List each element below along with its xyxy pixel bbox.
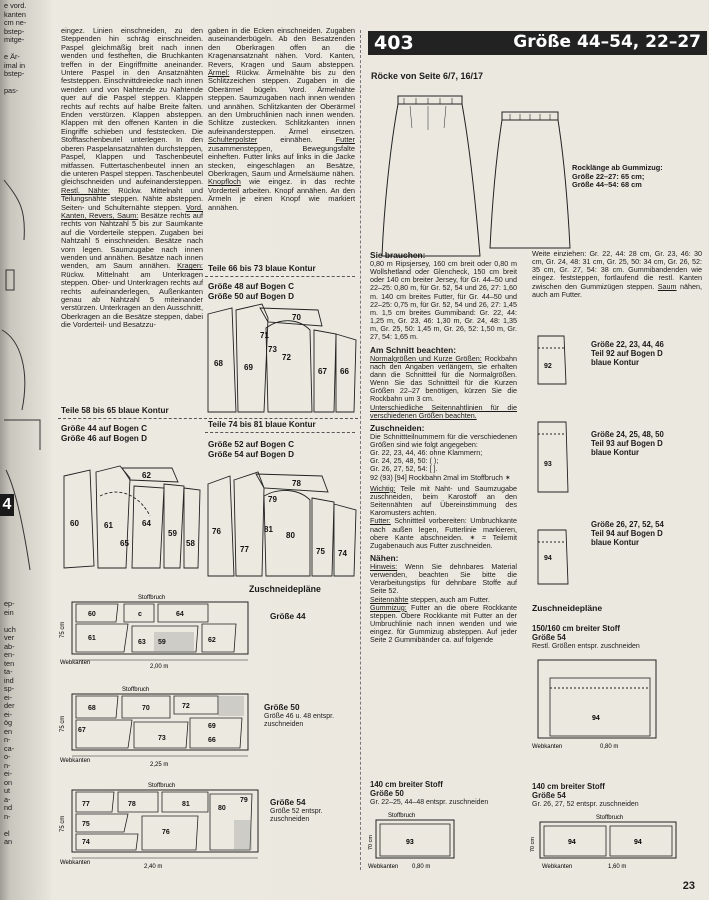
layout-size-label: Größe 54 xyxy=(532,633,566,642)
cutting-layout-size-54 xyxy=(58,780,264,870)
section-heading: Sie brauchen: xyxy=(370,250,426,260)
fragment-line: bstep- xyxy=(4,70,25,78)
fabric-width: 0,80 m xyxy=(600,744,619,750)
fabric-height: 75 cm xyxy=(60,815,66,832)
fragment-line: nd xyxy=(4,804,13,812)
term-label: Kragen: xyxy=(177,261,203,271)
body-text: Rückw. Mittelnaht und Teilungsnähte steppen. Nähte absteppen. Seiten- und Schulternähte steppen. xyxy=(61,185,203,212)
section-heading: Teile 74 bis 81 blaue Kontur xyxy=(208,420,316,429)
layout-note: Gr. 26, 27, 52 entspr. zuschneiden xyxy=(532,801,639,808)
divider xyxy=(58,418,358,419)
svg-text:77: 77 xyxy=(82,801,90,808)
piece-94-info xyxy=(591,520,664,547)
svg-text:64: 64 xyxy=(176,611,184,618)
section-heading: Zuschneiden: xyxy=(370,422,425,433)
size-key: Gr. 24, 25, 48, 50: ( ); xyxy=(370,456,439,466)
edge-tab: 4 xyxy=(0,494,14,516)
fragment-line: ep- xyxy=(4,600,15,608)
term-label: Knopfloch xyxy=(208,177,241,187)
svg-text:93: 93 xyxy=(544,461,552,468)
skirt-pattern-pieces xyxy=(530,334,590,594)
body-text: eingez. Linien einschneiden, zu den Steppenden hin schräg einschneiden. Paspel gleichmäßig breit nach innen wenden und festheften, die Bruchkanten treffen in der Eingriffmitte aneinander. Untere Paspel in den Ansatznähten feststeppen. Einschnittdreiecke nach innen wenden und von Nahtende zu Nahtende quer auf die Paspel steppen. Klappen rechts auf rechts auf halbe Breite falten. Enden verstürzen. Klappen absteppen. Klappen mit den offenen Kanten in die Eingriffe schieben und feststecken. Die Stofftaschenbeutel unterlegen. In den oberen Paspelansatznähten durchsteppen, Paspel, Klappen und Taschenbeutel mitfassen. Futtertaschenbeutel innen an die unteren Paspel steppen. Taschenbeutel gleichschneiden und aufeinandersteppen. xyxy=(61,26,203,187)
size-key: 92 (93) [94] Rockbahn 2mal im Stoffbruch ✶ xyxy=(370,472,511,482)
layout-150-heading xyxy=(532,624,620,642)
svg-text:65: 65 xyxy=(120,539,129,548)
fragment-line: ei- xyxy=(4,710,13,719)
body-text: einnähen. xyxy=(257,135,313,145)
svg-text:62: 62 xyxy=(208,637,216,644)
skirt-length-label: Rocklänge ab Gummizug: xyxy=(572,163,663,172)
fragment-line: en- xyxy=(4,651,15,659)
divider xyxy=(205,276,355,277)
layout-140b-heading xyxy=(532,782,605,800)
selvage-label: Webkanten xyxy=(542,864,573,870)
svg-text:72: 72 xyxy=(182,703,190,710)
svg-text:79: 79 xyxy=(268,495,277,504)
fragment-line: sp- xyxy=(4,685,15,693)
term-label: Restl. Nähte: xyxy=(61,185,110,195)
fragment-line: n- xyxy=(4,812,11,821)
fold-label: Stoffbruch xyxy=(148,783,176,789)
term-label: Seitennähte xyxy=(370,594,409,604)
fragment-line: ut xyxy=(4,787,11,795)
size-sheet-label: Größe 46 auf Bogen D xyxy=(61,434,147,443)
fragment-line: on xyxy=(4,778,13,787)
svg-text:59: 59 xyxy=(158,639,166,646)
body-text: wie eingez. in das rechte Vorderteil arbeiten. Knopf annähen. An den Ärmeln je einen Knopf wie markiert annähen. xyxy=(208,177,355,212)
skirt-length-normal: Größe 44–54: 68 cm xyxy=(572,180,642,190)
svg-text:75: 75 xyxy=(316,547,325,556)
fragment-line: ab- xyxy=(4,642,15,651)
body-text: Weite einziehen: Gr. 22, 44: 28 cm, Gr. 23, 46: 30 cm, Gr. 24, 48: 31 cm, Gr. 25, 50: 34 cm, Gr. 26, 52: 35 cm, Gr. 27, 54: 38 cm. Gummibandenden wie eingez. feststeppen, fortlaufend die restl. Kanten zwischen den Gummizügen steppen. xyxy=(532,249,702,291)
model-header xyxy=(368,31,707,55)
svg-text:78: 78 xyxy=(292,479,301,488)
svg-text:67: 67 xyxy=(78,727,86,734)
section-heading: Am Schnitt beachten: xyxy=(370,344,457,355)
svg-text:c: c xyxy=(138,611,142,618)
term-label: Schulterpolster xyxy=(208,135,258,145)
fabric-height: 75 cm xyxy=(60,621,66,638)
fragment-line: el xyxy=(4,829,10,838)
size-sheet-label: Größe 54 auf Bogen D xyxy=(208,450,294,459)
svg-text:59: 59 xyxy=(168,529,177,538)
svg-text:76: 76 xyxy=(162,829,170,836)
term-label: Wichtig: xyxy=(370,483,396,493)
svg-text:64: 64 xyxy=(142,519,151,528)
section-heading: Nähen: xyxy=(370,553,399,563)
piece-sheet: Teil 92 auf Bogen D xyxy=(591,349,663,358)
term-label: Ärmel: xyxy=(208,68,230,78)
instructions-column-1 xyxy=(61,27,203,330)
model-sizes: Größe 44–54, 22–27 xyxy=(513,32,701,52)
piece-number: 94 xyxy=(592,715,600,722)
layout-size-label: Größe 44 xyxy=(270,612,306,621)
fragment-line: a- xyxy=(4,795,11,804)
piece-sizes: Größe 24, 25, 48, 50 xyxy=(591,430,664,439)
fragment-line: ei- xyxy=(4,770,13,778)
layout-size-label: Größe 50 xyxy=(264,703,300,712)
layout-note: Größe 52 entspr. zuschneiden xyxy=(270,808,323,823)
fold-label: Stoffbruch xyxy=(596,815,624,821)
fragment-line: ind xyxy=(4,676,14,685)
body-text: Rückw. Ärmelnähte bis zu den Schlitzzeichen steppen. Zugaben in die Oberärmel bügeln. Vord. Ärmelnähte steppen. Saumzugaben nach innen wenden und annähen. Schlitzkanten der Oberärmel an den Umbruchlinien nach innen wenden. Schlitze zustecken. Schlitzkanten innen aufeinandersteppen. Ärmel einsetzen. xyxy=(208,68,355,136)
svg-text:60: 60 xyxy=(88,611,96,618)
fragment-line: der xyxy=(4,702,15,710)
fabric-height: 70 cm xyxy=(368,835,374,850)
svg-text:60: 60 xyxy=(70,519,79,528)
svg-text:75: 75 xyxy=(82,821,90,828)
fragment-line: pas- xyxy=(4,87,19,95)
svg-text:92: 92 xyxy=(544,363,552,370)
layout-note: Gr. 22–25, 44–48 entspr. zuschneiden xyxy=(370,799,489,806)
body-text: Futter an die obere Rockkante steppen. Obere Rockkante mit Futter an der Umbruchlinie nach innen wenden und wie eingez. für Gummizug absteppen. Auf jeder Seite 2 Gummibänder ca. auf folgende xyxy=(370,602,517,645)
body-text: zusammensteppen, Bewegungsfalte einheften. Futter links auf links in die Jacke stecken, eingeschlagen an Besätze, Oberkragen, Saum und Ärmelsäume nähen. xyxy=(208,143,355,178)
svg-text:62: 62 xyxy=(142,471,151,480)
svg-text:70: 70 xyxy=(142,705,150,712)
previous-page-fragment-low xyxy=(4,600,46,847)
cutting-layout-140-size-50 xyxy=(366,810,458,872)
fragment-line: ca- xyxy=(4,744,15,753)
cutting-layout-150 xyxy=(530,656,660,750)
svg-text:67: 67 xyxy=(318,367,327,376)
fragment-line xyxy=(4,821,46,830)
pattern-pieces-58-65-diagram xyxy=(60,456,202,576)
svg-text:81: 81 xyxy=(264,525,273,534)
svg-text:73: 73 xyxy=(158,735,166,742)
layouts-title: Zuschneidepläne xyxy=(249,584,321,594)
size-key: Gr. 26, 27, 52, 54: [ ]. xyxy=(370,464,438,474)
skirt-title: Röcke von Seite 6/7, 16/17 xyxy=(371,71,484,81)
svg-text:69: 69 xyxy=(244,363,253,372)
svg-text:80: 80 xyxy=(218,805,226,812)
size-sheet-label: Größe 52 auf Bogen C xyxy=(208,440,294,449)
svg-text:80: 80 xyxy=(286,531,295,540)
size-sheet-label: Größe 48 auf Bogen C xyxy=(208,282,294,291)
body-text: steppen, auch am Futter. xyxy=(408,594,490,604)
fragment-line: en xyxy=(4,727,13,736)
piece-sheet: Teil 93 auf Bogen D xyxy=(591,439,663,448)
fragment-line: n- xyxy=(4,761,11,770)
size-sheet-label: Größe 44 auf Bogen C xyxy=(61,424,147,433)
fragment-line: ver xyxy=(4,634,15,642)
body-text: Teile mit Naht- und Saumzugabe zuschneiden, beim Karostoff an den Seitennähten auf Übereinstimmung des Karomusters achten. xyxy=(370,483,517,518)
fragment-line xyxy=(4,79,46,88)
body-text: nähen, auch am Futter. xyxy=(532,281,702,299)
piece-contour: blaue Kontur xyxy=(591,358,640,367)
selvage-label: Webkanten xyxy=(60,660,91,666)
layout-size-label: Größe 54 xyxy=(270,798,306,807)
svg-text:78: 78 xyxy=(128,801,136,808)
fabric-width: 2,25 m xyxy=(150,762,169,768)
svg-text:61: 61 xyxy=(88,635,96,642)
fragment-line: ög xyxy=(4,719,13,727)
fold-label: Stoffbruch xyxy=(138,595,166,601)
skirt-length-short: Größe 22–27: 65 cm; xyxy=(572,171,645,181)
fragment-line: imal in xyxy=(4,61,26,70)
fragment-line: e vord. xyxy=(4,2,27,10)
term-label: Vord. Kanten, Revers, Saum: xyxy=(61,202,203,220)
svg-text:94: 94 xyxy=(544,555,552,562)
fragment-line: ten xyxy=(4,659,15,668)
fabric-height: 75 cm xyxy=(60,715,66,732)
fabric-width-heading: 140 cm breiter Stoff xyxy=(370,780,443,789)
body-text: Besätze rechts auf rechts von Nahtzahl 5 bis zur Saumkante auf die Vorderteile steppen. Zugaben bei Nahtzahl 5 einschneiden. Besätze nach vorn legen. Saumzugabe nach innen wenden und annähen. Besätze nach innen wenden, am Saum annähen. xyxy=(61,210,203,271)
term-label: Normalgrößen und Kurze Größen: xyxy=(370,353,482,363)
piece-contour: blaue Kontur xyxy=(591,538,640,547)
body-text: Wenn Sie dehnbares Material verwenden, beachten Sie bitte die Verarbeitungstips für dehnbare Stoffe auf Seite 52. xyxy=(370,562,517,596)
fragment-line: an xyxy=(4,838,13,846)
body-text: Unterschiedliche Seitennahtlinien für die verschiedenen Größen beachten. xyxy=(370,402,517,420)
fragment-line: o- xyxy=(4,753,11,761)
page-number: 23 xyxy=(682,880,695,892)
fold-label: Stoffbruch xyxy=(388,813,416,819)
size-key: Gr. 22, 23, 44, 46: ohne Klammern; xyxy=(370,448,483,458)
selvage-label: Webkanten xyxy=(60,758,91,764)
cutting-layout-140-size-54 xyxy=(528,812,678,872)
piece-92-info xyxy=(591,340,664,367)
skirt-instructions-column-2 xyxy=(532,250,702,299)
previous-page-fragment xyxy=(4,2,46,96)
svg-text:72: 72 xyxy=(282,353,291,362)
term-label: Hinweis: xyxy=(370,562,398,571)
fragment-line xyxy=(4,617,46,626)
svg-text:74: 74 xyxy=(338,549,347,558)
piece-sizes: Größe 22, 23, 44, 46 xyxy=(591,340,664,349)
fragment-line: ei- xyxy=(4,693,13,702)
fabric-width: 2,40 m xyxy=(144,864,163,870)
body-text: 0,80 m Ripsjersey, 160 cm breit oder 0,80 m Wollshetland oder Glencheck, 150 cm breit oder 140 cm breiter Jersey, für Gr. 44–50 und 22–25: 0,80 m, für Gr. 52, 54 und 26, 27: 1,60 m. 140 cm breites Futter, für Gr. 44–50 und 22–25: 0,75 m, für Gr. 52, 54 und 26, 27: 1,45 m. 1,5 cm breites Gummiband: Gr. 22, 44: 1,25 m, Gr. 23, 46: 1,30 m, Gr. 24, 48: 1,35 m, Gr. 25, 50: 1,45 m, Gr. 26, 52: 1,50 m, Gr. 27, 54: 1,65 m. xyxy=(370,259,517,342)
piece-number: 93 xyxy=(406,839,414,846)
body-text: Schnittteil vorbereiten: Umbruchkante nach außen legen, Futterlinie markieren, obere Kante abschneiden. ✶ = Teilemit Zugabenauch aus Futter zuschneiden. xyxy=(370,516,517,550)
fragment-line: cm ne- xyxy=(4,19,27,27)
svg-text:70: 70 xyxy=(292,313,301,322)
svg-text:66: 66 xyxy=(208,737,216,744)
fragment-line: kanten xyxy=(4,10,26,19)
selvage-label: Webkanten xyxy=(532,744,563,750)
fabric-width-heading: 150/160 cm breiter Stoff xyxy=(532,624,620,633)
fabric-width-heading: 140 cm breiter Stoff xyxy=(532,782,605,791)
pattern-pieces-74-81-diagram xyxy=(206,462,358,580)
svg-text:74: 74 xyxy=(82,839,90,846)
divider xyxy=(205,432,355,433)
fragment-line: bstep- xyxy=(4,27,25,36)
svg-text:81: 81 xyxy=(182,801,190,808)
fragment-line: ta- xyxy=(4,668,13,676)
layout-note: Größe 46 u. 48 entspr. zuschneiden xyxy=(264,713,335,728)
fold-label: Stoffbruch xyxy=(122,687,150,693)
fragment-line xyxy=(4,45,46,54)
skirt-instructions-column-1 xyxy=(370,250,517,645)
instructions-column-2 xyxy=(208,27,355,212)
svg-text:73: 73 xyxy=(268,345,277,354)
skirt-length xyxy=(572,164,663,190)
model-number: 403 xyxy=(374,32,414,54)
term-label: Futter xyxy=(335,135,355,145)
fabric-width: 1,60 m xyxy=(608,864,627,870)
cutting-layout-size-50 xyxy=(58,684,254,768)
fabric-width: 0,80 m xyxy=(412,864,431,870)
term-label: Saum xyxy=(657,281,677,291)
layout-size-label: Größe 50 xyxy=(370,789,404,798)
selvage-label: Webkanten xyxy=(60,860,91,866)
piece-contour: blaue Kontur xyxy=(591,448,640,457)
term-label: Gummizug: xyxy=(370,602,407,612)
piece-sizes: Größe 26, 27, 52, 54 xyxy=(591,520,664,529)
svg-text:77: 77 xyxy=(240,545,249,554)
svg-text:68: 68 xyxy=(214,359,223,368)
svg-text:63: 63 xyxy=(138,639,146,646)
column-divider xyxy=(360,30,361,870)
layout-size-label: Größe 54 xyxy=(532,791,566,800)
cutting-layout-size-44 xyxy=(58,592,254,672)
layout-140a-heading xyxy=(370,780,443,798)
section-heading: Teile 58 bis 65 blaue Kontur xyxy=(61,406,169,415)
piece-sheet: Teil 94 auf Bogen D xyxy=(591,529,663,538)
piece-93-info xyxy=(591,430,664,457)
fragment-line: ein xyxy=(4,608,14,617)
size-sheet-label: Größe 50 auf Bogen D xyxy=(208,292,294,301)
svg-text:71: 71 xyxy=(260,331,269,340)
fragment-line: uch xyxy=(4,625,16,634)
body-text: Rockbahn nach den Angaben verlängern, sie erhalten dann die Schnittteil für die Normalgrößen. Wenn Sie das Schnittteil für die Kurzen Größen 22–27 benötigen, kürzen Sie die Rockbahn um 3 cm. xyxy=(370,353,517,404)
svg-text:69: 69 xyxy=(208,723,216,730)
svg-text:66: 66 xyxy=(340,367,349,376)
fragment-line: e Är- xyxy=(4,53,20,61)
layout-note: Restl. Größen entspr. zuschneiden xyxy=(532,643,640,650)
body-text: Rückw. Mittelnaht am Unterkragen steppen. Ober- und Unterkragen rechts auf rechts aufeinanderlegen, Außenkanten genau ab Nahtzahl 5 miteinander verstürzen. Unterkragen an den Ausschnitt, Oberkragen an die Besätze steppen, dabei die Vorderteil- und Besatzzu- xyxy=(61,269,203,330)
svg-text:68: 68 xyxy=(88,705,96,712)
fabric-width: 2,00 m xyxy=(150,664,169,670)
svg-text:79: 79 xyxy=(240,797,248,804)
pattern-pieces-66-73-diagram xyxy=(206,300,358,416)
skirt-technical-drawing xyxy=(370,88,580,268)
piece-number: 94 xyxy=(634,839,642,846)
selvage-label: Webkanten xyxy=(368,864,399,870)
term-label: Futter: xyxy=(370,516,391,526)
svg-text:58: 58 xyxy=(186,539,195,548)
fragment-line: n- xyxy=(4,736,11,744)
piece-number: 94 xyxy=(568,839,576,846)
body-text: gaben in die Ecken einschneiden. Zugaben auseinanderbügeln. Ab den Besatzenden den Oberkragen offen an die Kragenansatznaht nähen. Vord. Kanten, Revers, Kragen und Saum absteppen. xyxy=(208,26,355,69)
body-text: Die Schnittteilnummern für die verschiedenen Größen sind wie folgt angegeben: xyxy=(370,431,517,449)
section-heading: Teile 66 bis 73 blaue Kontur xyxy=(208,264,316,273)
svg-text:61: 61 xyxy=(104,521,113,530)
fabric-height: 70 cm xyxy=(530,837,536,852)
previous-page-drawing xyxy=(0,170,46,610)
fragment-line: mitge- xyxy=(4,36,25,44)
skirt-layouts-title: Zuschneidepläne xyxy=(532,603,603,613)
svg-text:76: 76 xyxy=(212,527,221,536)
